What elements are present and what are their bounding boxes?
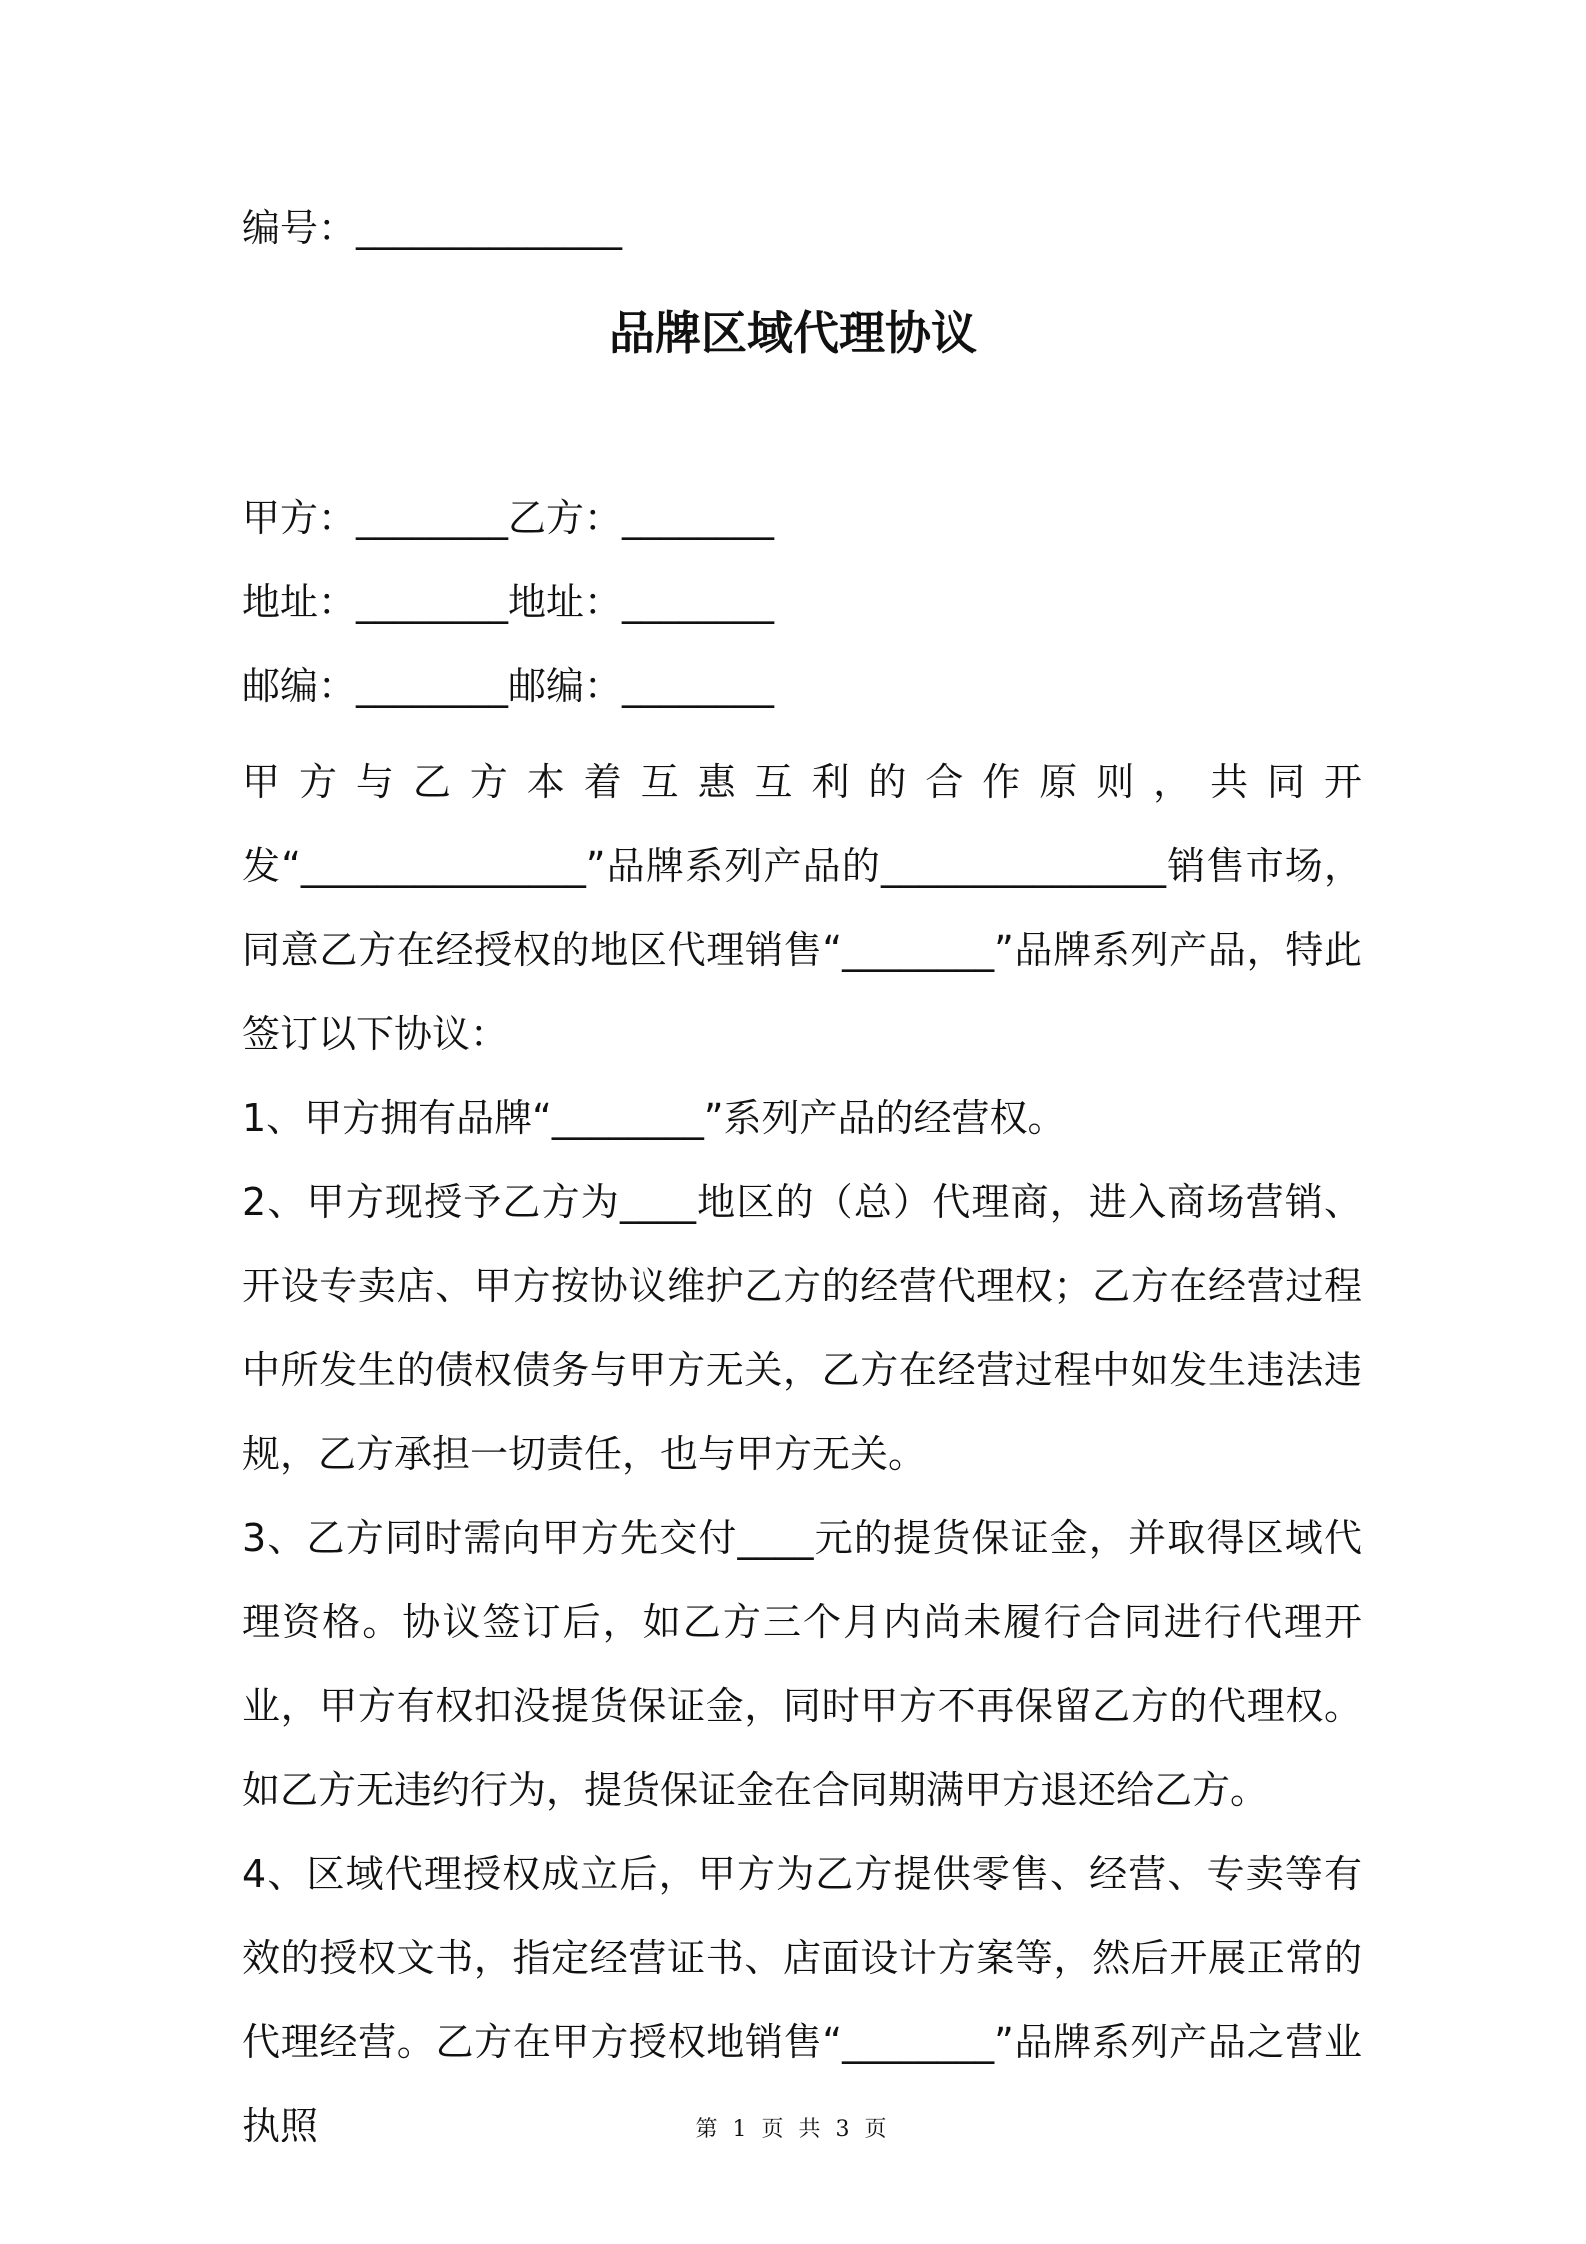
party-address-row: 地址：________地址：________ xyxy=(242,580,775,624)
clause-2: 2、甲方现授予乙方为____地区的（总）代理商，进入商场营销、开设专卖店、甲方按协议维护乙方的经营代理权；乙方在经营过程中所发生的债权债务与甲方无关，乙方在经营过程中如发生违法违规，乙方承担一切责任，也与甲方无关。 xyxy=(242,1180,1362,1476)
clause-3: 3、乙方同时需向甲方先交付____元的提货保证金，并取得区域代理资格。协议签订后，如乙方三个月内尚未履行合同进行代理开业，甲方有权扣没提货保证金，同时甲方不再保留乙方的代理权。如乙方无违约行为，提货保证金在合同期满甲方退还给乙方。 xyxy=(242,1516,1362,1812)
intro-paragraph: 甲方与乙方本着互惠互利的合作原则，共同开发“_______________”品牌系列产品的_______________销售市场，同意乙方在经授权的地区代理销售“________”品牌系列产品，特此签订以下协议： xyxy=(242,760,1362,1056)
party-info-block xyxy=(242,490,1362,742)
party-postcode-row: 邮编：________邮编：________ xyxy=(242,664,775,708)
agreement-body xyxy=(242,740,1362,2168)
page-indicator: 第 1 页 共 3 页 xyxy=(695,2117,891,2142)
document-title: 品牌区域代理协议 xyxy=(609,306,977,360)
contract-number-line: 编号：______________ xyxy=(242,206,623,250)
party-names-row: 甲方：________乙方：________ xyxy=(242,496,775,540)
clause-4: 4、区域代理授权成立后，甲方为乙方提供零售、经营、专卖等有效的授权文书，指定经营证书、店面设计方案等，然后开展正常的代理经营。乙方在甲方授权地销售“________”品牌系列产品之营业执照 xyxy=(242,1852,1362,2148)
clause-1: 1、甲方拥有品牌“________”系列产品的经营权。 xyxy=(242,1096,1066,1140)
